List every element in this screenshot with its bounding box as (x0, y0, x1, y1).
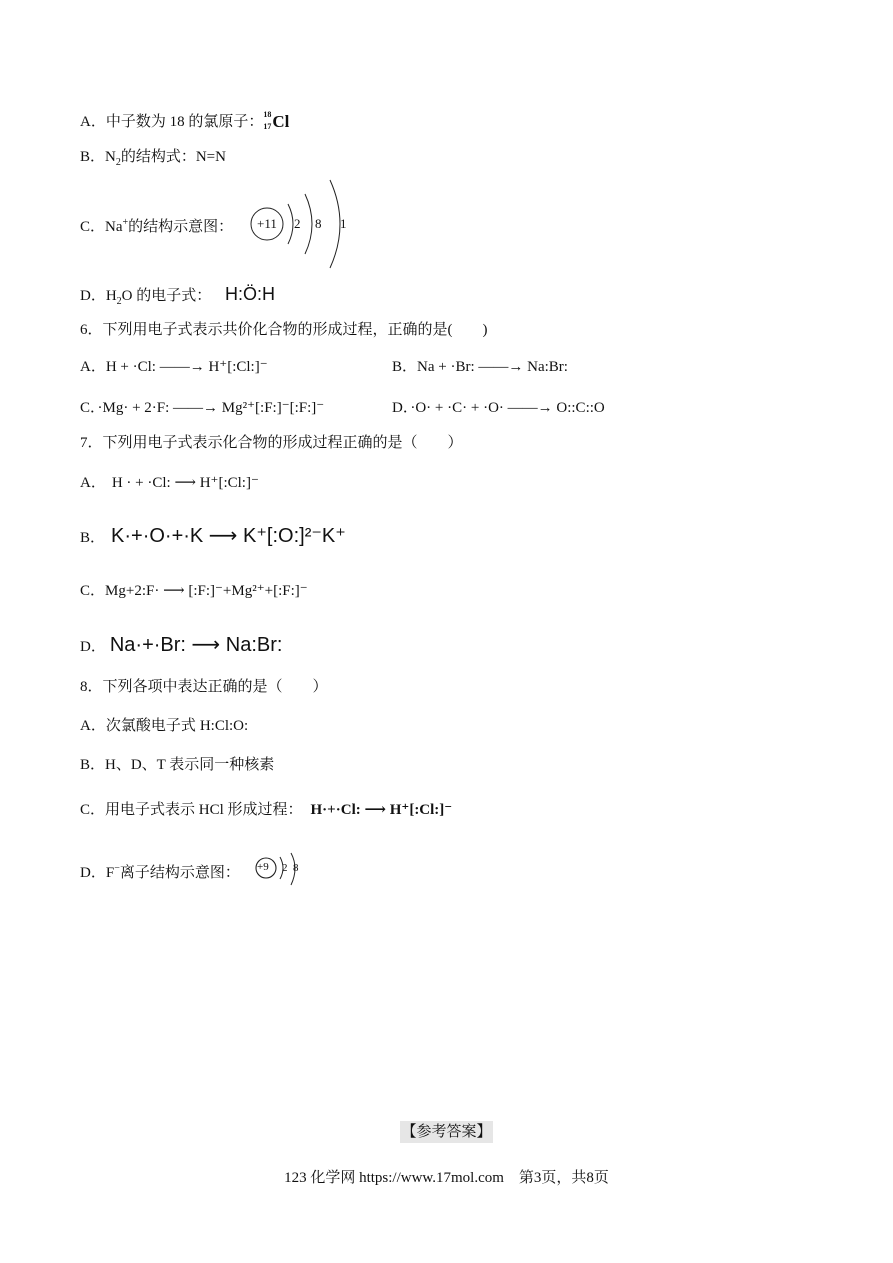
chlorine-isotope-symbol (263, 109, 295, 133)
q7-a-formula: H · + ·Cl: ⟶ H⁺[:Cl:]⁻ (111, 475, 259, 491)
q6-option-a: A．H + ·Cl: ——→ H⁺[:Cl:]⁻ (80, 359, 268, 375)
q7-option-b: B． K·+·O·+·K ⟶ K⁺[:O:]²⁻K⁺ (80, 525, 346, 547)
q6-option-d: D．·O· + ·C· + ·O· ——→ O::C::O (392, 400, 605, 416)
reference-answer-label: 【参考答案】 (400, 1121, 493, 1143)
shell-2-count: 8 (315, 216, 322, 231)
atomic-number: 17 (263, 121, 272, 131)
fluoride-shell-1: 2 (282, 862, 288, 874)
shell-3-count: 1 (340, 216, 347, 231)
fluoride-nucleus-charge: +9 (257, 861, 269, 873)
q7-d-formula: Na·+·Br: ⟶ Na:Br: (109, 634, 283, 656)
q7-option-d: D． Na·+·Br: ⟶ Na:Br: (80, 634, 283, 656)
fluoride-structure-diagram (254, 849, 304, 891)
element-symbol: Cl (272, 111, 290, 131)
mass-number: 18 (263, 109, 272, 119)
q8-option-a: A．次氯酸电子式 H:Cl:O: (80, 718, 249, 734)
q7-option-a: A． H · + ·Cl: ⟶ H⁺[:Cl:]⁻ (80, 475, 259, 491)
q7-c-formula: Mg+2:F· ⟶ [:F:]⁻+Mg²⁺+[:F:]⁻ (105, 583, 308, 599)
q5-option-a: A．中子数为 18 的氯原子： 18 17 Cl (80, 112, 295, 133)
water-electron-formula: H:Ö:H (225, 284, 276, 304)
fluoride-shell-2: 8 (293, 862, 299, 874)
q5-option-c: C．Na+的结构示意图： (80, 217, 234, 235)
q5-option-d: D．$H_2O$ 的电子式： H:Ö:H (80, 284, 276, 307)
page-footer: 123 化学网 https://www.17mol.com 第3页，共8页 (284, 1170, 609, 1186)
q7-b-formula: K·+·O·+·K ⟶ K⁺[:O:]²⁻K⁺ (111, 525, 346, 547)
q6-stem: 6．下列用电子式表示共价化合物的形成过程，正确的是( ) (80, 322, 488, 338)
q6-option-b: B．Na + ·Br: ——→ Na:Br: (392, 359, 568, 375)
q7-option-c: C．Mg+2:F· ⟶ [:F:]⁻+Mg²⁺+[:F:]⁻ (80, 583, 308, 599)
q8-option-b: B．H、D、T 表示同一种核素 (80, 757, 275, 773)
shell-1-count: 2 (294, 216, 301, 231)
sodium-structure-diagram (248, 178, 358, 270)
hcl-formation-formula: H·+·Cl: ⟶ H⁺[:Cl:]⁻ (310, 802, 453, 818)
q8-option-d: D．F−离子结构示意图： (80, 863, 240, 881)
q8-option-c: C．用电子式表示 HCl 形成过程： H·+·Cl: ⟶ H⁺[:Cl:]⁻ (80, 802, 453, 818)
q6-option-c: C．·Mg· + 2·F: ——→ Mg²⁺[:F:]⁻[:F:]⁻ (80, 400, 325, 416)
hypochlorous-electron-formula: H:Cl:O: (199, 718, 249, 734)
nucleus-charge: +11 (257, 216, 277, 231)
q7-stem: 7．下列用电子式表示化合物的形成过程正确的是（ ） (80, 435, 463, 451)
q8-stem: 8．下列各项中表达正确的是（ ） (80, 679, 328, 695)
q5-option-b: B．$N_2$的结构式：N=N (80, 149, 226, 168)
